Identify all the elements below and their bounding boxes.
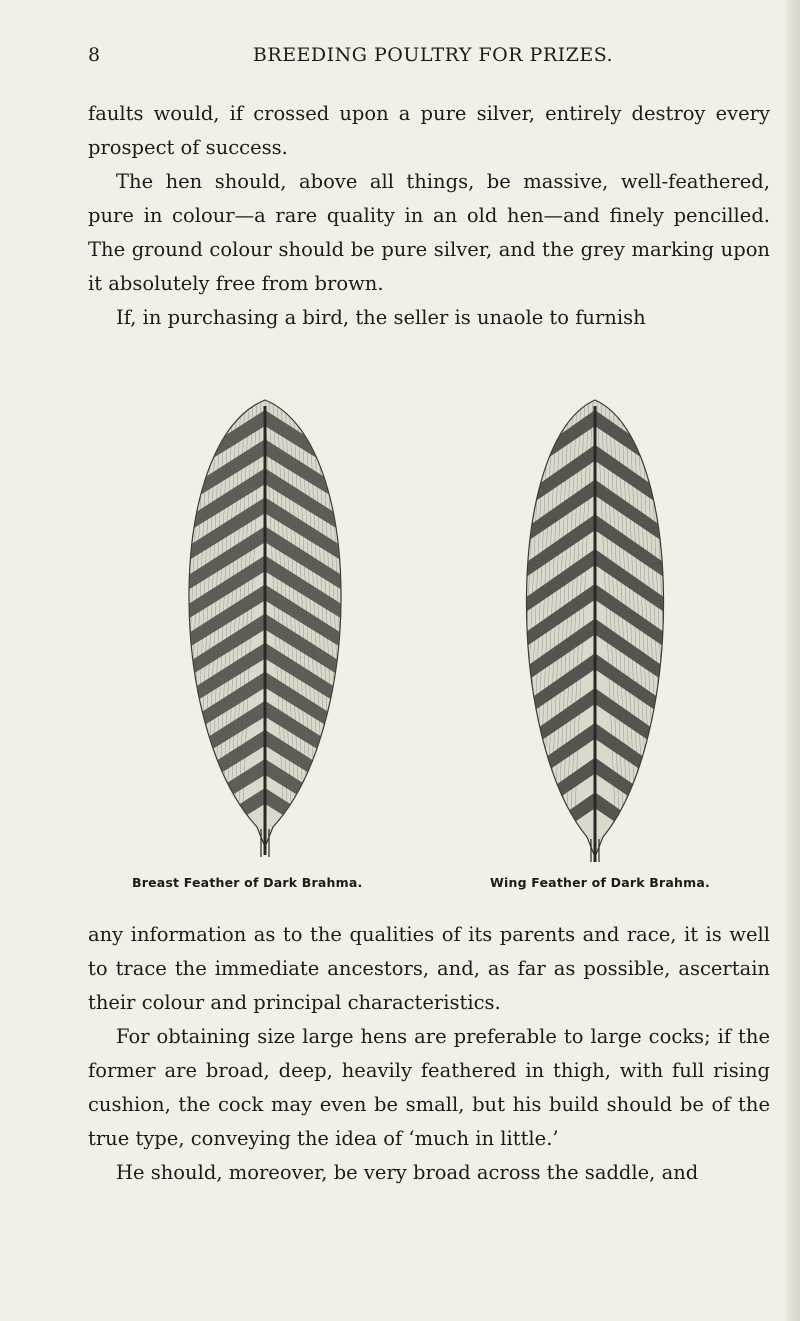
paragraph: If, in purchasing a bird, the seller is unaole to furnish — [116, 306, 646, 329]
body-text-bottom — [88, 918, 770, 1190]
paragraph: He should, moreover, be very broad across the saddle, and — [116, 1161, 699, 1184]
paragraph: For obtaining size large hens are preferable to large cocks; if the former are broad, deep, heavily feathered in thigh, with full rising cushion, the cock may even be small, but his build should be of the true type, conveying the idea of ‘much in little.’ — [88, 1025, 770, 1150]
paragraph: any information as to the qualities of its parents and race, it is well to trace the immediate ancestors, and, as far as possible, ascertain their colour and principal characteristics. — [88, 923, 770, 1014]
figure-caption-breast: Breast Feather of Dark Brahma. — [132, 875, 363, 890]
breast-feather-illustration — [150, 392, 405, 862]
running-title: BREEDING POULTRY FOR PRIZES. — [252, 44, 614, 66]
page-edge-shadow — [786, 0, 800, 1321]
figure-caption-wing: Wing Feather of Dark Brahma. — [490, 875, 710, 890]
page-number: 8 — [88, 44, 101, 66]
page-header — [88, 44, 778, 74]
paragraph: The hen should, above all things, be massive, well-feathered, pure in colour—a rare quality in an old hen—and finely pencilled. The ground colour should be pure silver, and the grey marking upon it absolutely free from brown. — [88, 170, 770, 295]
body-text-top — [88, 97, 770, 335]
wing-feather-illustration — [490, 392, 715, 862]
paragraph: faults would, if crossed upon a pure silver, entirely destroy every prospect of success. — [88, 102, 770, 159]
